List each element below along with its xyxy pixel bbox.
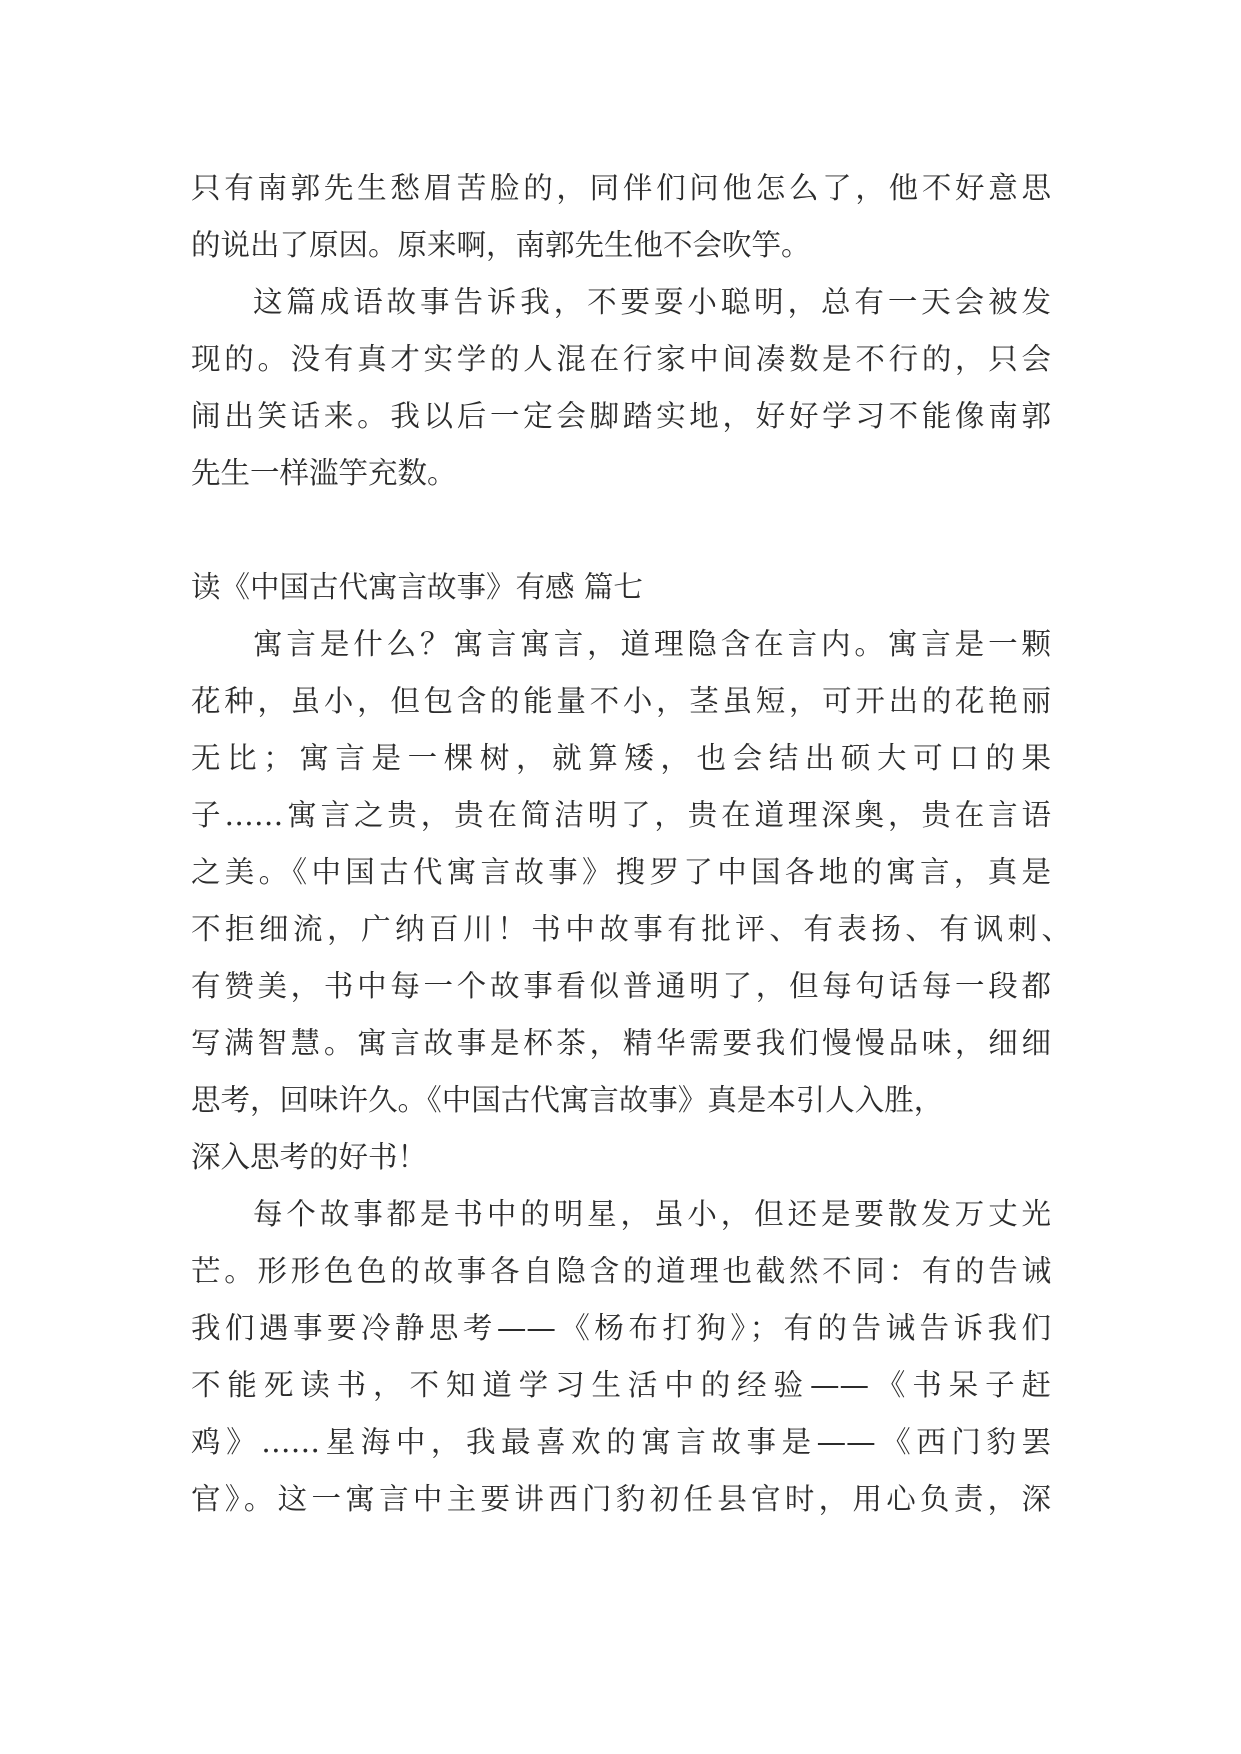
text-line: 有赞美，书中每一个故事看似普通明了，但每句话每一段都 [191,969,1051,1003]
section-heading: 读《中国古代寓言故事》有感 篇七 [191,570,643,604]
text-line: 我们遇事要冷静思考——《杨布打狗》；有的告诫告诉我们 [191,1311,1051,1345]
text-line: 芒。形形色色的故事各自隐含的道理也截然不同：有的告诫 [191,1254,1051,1288]
text-line: 子……寓言之贵，贵在简洁明了，贵在道理深奥，贵在言语 [191,798,1051,832]
text-line: 深入思考的好书！ [191,1140,428,1174]
text-line: 这篇成语故事告诉我，不要耍小聪明，总有一天会被发 [253,285,1051,319]
text-line: 的说出了原因。原来啊，南郭先生他不会吹竽。 [191,228,811,262]
text-line: 先生一样滥竽充数。 [191,456,457,490]
text-line: 现的。没有真才实学的人混在行家中间凑数是不行的，只会 [191,342,1051,376]
text-line: 只有南郭先生愁眉苦脸的，同伴们问他怎么了，他不好意思 [191,171,1051,205]
text-line: 不能死读书，不知道学习生活中的经验——《书呆子赶 [191,1368,1051,1402]
text-line: 不拒细流，广纳百川！书中故事有批评、有表扬、有讽刺、 [191,912,1071,946]
text-line: 鸡》……星海中，我最喜欢的寓言故事是——《西门豹罢 [191,1425,1051,1459]
text-line: 寓言是什么？寓言寓言，道理隐含在言内。寓言是一颗 [253,627,1051,661]
text-line: 写满智慧。寓言故事是杯茶，精华需要我们慢慢品味，细细 [191,1026,1051,1060]
text-line: 每个故事都是书中的明星，虽小，但还是要散发万丈光 [253,1197,1051,1231]
text-line: 花种，虽小，但包含的能量不小，茎虽短，可开出的花艳丽 [191,684,1051,718]
text-line: 官》。这一寓言中主要讲西门豹初任县官时，用心负责，深 [191,1482,1051,1516]
text-line: 之美。《中国古代寓言故事》搜罗了中国各地的寓言，真是 [191,855,1051,889]
text-line: 闹出笑话来。我以后一定会脚踏实地，好好学习不能像南郭 [191,399,1051,433]
text-line: 无比；寓言是一棵树，就算矮，也会结出硕大可口的果 [191,741,1051,775]
text-line: 思考，回味许久。《中国古代寓言故事》真是本引人入胜， [191,1083,944,1117]
